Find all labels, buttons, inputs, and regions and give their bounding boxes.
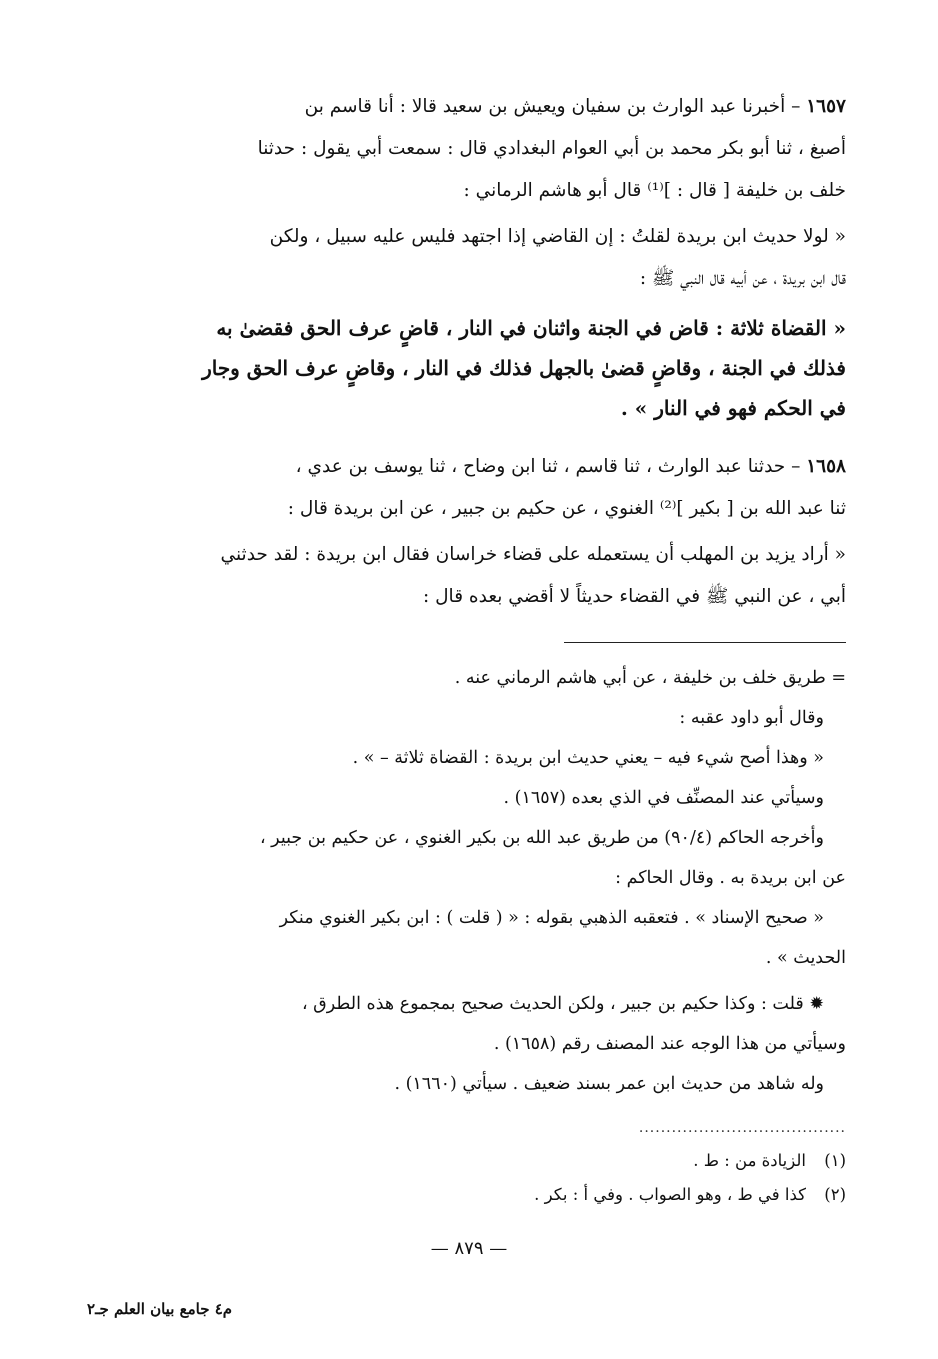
note-line: « صحيح الإسناد » . فتعقبه الذهبي بقوله : « ( قلت ) : ابن بكير الغنوي منكر xyxy=(279,908,824,928)
footnote-separator: ...................................... xyxy=(638,1120,846,1136)
note-line: وأخرجه الحاكم (٩٠/٤) من طريق عبد الله بن بكير الغنوي ، عن حكيم بن جبير ، xyxy=(259,828,824,848)
note-line: الحديث » . xyxy=(765,948,846,968)
notes-separator xyxy=(564,642,846,643)
footnote-2 xyxy=(150,1178,846,1212)
footnote-1 xyxy=(150,1144,846,1178)
note-line: = طريق خلف بن خليفة ، عن أبي هاشم الرماني عنه . xyxy=(454,668,846,688)
entry-1658-sanad-line-2: ثنا عبد الله بن [ بكير ]⁽²⁾ الغنوي ، عن حكيم بن جبير ، عن ابن بريدة قال : xyxy=(287,498,846,519)
entry-1658-matn-line-2: أبي ، عن النبي ﷺ في القضاء حديثاً لا أقضي بعده قال : xyxy=(423,586,846,607)
entry-1657-sanad-line-3: خلف بن خليفة [ قال : ]⁽¹⁾ قال أبو هاشم الرماني : xyxy=(463,180,846,201)
note-line: ✹ قلت : وكذا حكيم بن جبير ، ولكن الحديث صحيح بمجموع هذه الطرق ، xyxy=(301,994,824,1014)
footnote-marker: (٢) xyxy=(824,1185,846,1204)
entry-1658 xyxy=(150,446,846,618)
sanad-text: – حدثنا عبد الوارث ، ثنا قاسم ، ثنا ابن وضاح ، ثنا يوسف بن عدي ، xyxy=(295,456,801,477)
entry-number: ١٦٥٨ xyxy=(806,456,846,477)
footnotes xyxy=(150,1144,846,1212)
entry-1657-matn-line-2: قال ابن بريدة ، عن أبيه قال النبي ﷺ : xyxy=(639,268,846,289)
entry-1658-sanad-line-1 xyxy=(150,446,846,488)
note-line: « وهذا أصح شيء فيه – يعني حديث ابن بريدة : القضاة ثلاثة – » . xyxy=(352,748,824,768)
hadith-line-1: « القضاة ثلاثة : قاض في الجنة واثنان في النار ، قاضٍ عرف الحق فقضىٰ به xyxy=(216,316,846,340)
footnote-text: الزيادة من : ط . xyxy=(693,1151,806,1170)
entry-1658-matn-line-1: « أراد يزيد بن المهلب أن يستعمله على قضاء خراسان فقال ابن بريدة : لقد حدثني xyxy=(220,544,846,565)
entry-1657-sanad-line-2: أصبغ ، ثنا أبو بكر محمد بن أبي العوام البغدادي قال : سمعت أبي يقول : حدثنا xyxy=(257,138,846,159)
note-line: عن ابن بريدة به . وقال الحاكم : xyxy=(615,868,846,888)
footnote-text: كذا في ط ، وهو الصواب . وفي أ : بكر . xyxy=(534,1185,806,1204)
hadith-text-bold xyxy=(150,308,846,428)
book-reference: م٤ جامع بيان العلم جـ٢ xyxy=(87,1300,233,1318)
sanad-text: – أخبرنا عبد الوارث بن سفيان ويعيش بن سعيد قالا : أنا قاسم بن xyxy=(304,96,801,117)
note-line: وقال أبو داود عقبه : xyxy=(679,708,824,728)
entry-number: ١٦٥٧ xyxy=(806,96,846,117)
note-line: وله شاهد من حديث ابن عمر بسند ضعيف . سيأتي (١٦٦٠) . xyxy=(394,1074,824,1094)
footnote-marker: (١) xyxy=(824,1151,846,1170)
entry-1657-sanad-line-1 xyxy=(150,86,846,128)
entry-1657 xyxy=(150,86,846,300)
hadith-line-2: فذلك في الجنة ، وقاضٍ قضىٰ بالجهل فذلك في النار ، وقاضٍ عرف الحق وجار xyxy=(202,356,846,380)
notes-section xyxy=(150,658,846,1104)
note-line: وسيأتي من هذا الوجه عند المصنف رقم (١٦٥٨) . xyxy=(493,1034,846,1054)
page-number: — ٨٧٩ — xyxy=(430,1238,508,1259)
entry-1657-matn-line-1: « لولا حديث ابن بريدة لقلتُ : إن القاضي إذا اجتهد فليس عليه سبيل ، ولكن xyxy=(269,226,846,247)
hadith-line-3: في الحكم فهو في النار » . xyxy=(620,396,846,420)
note-line: وسيأتي عند المصنِّف في الذي بعده (١٦٥٧) . xyxy=(503,788,824,808)
